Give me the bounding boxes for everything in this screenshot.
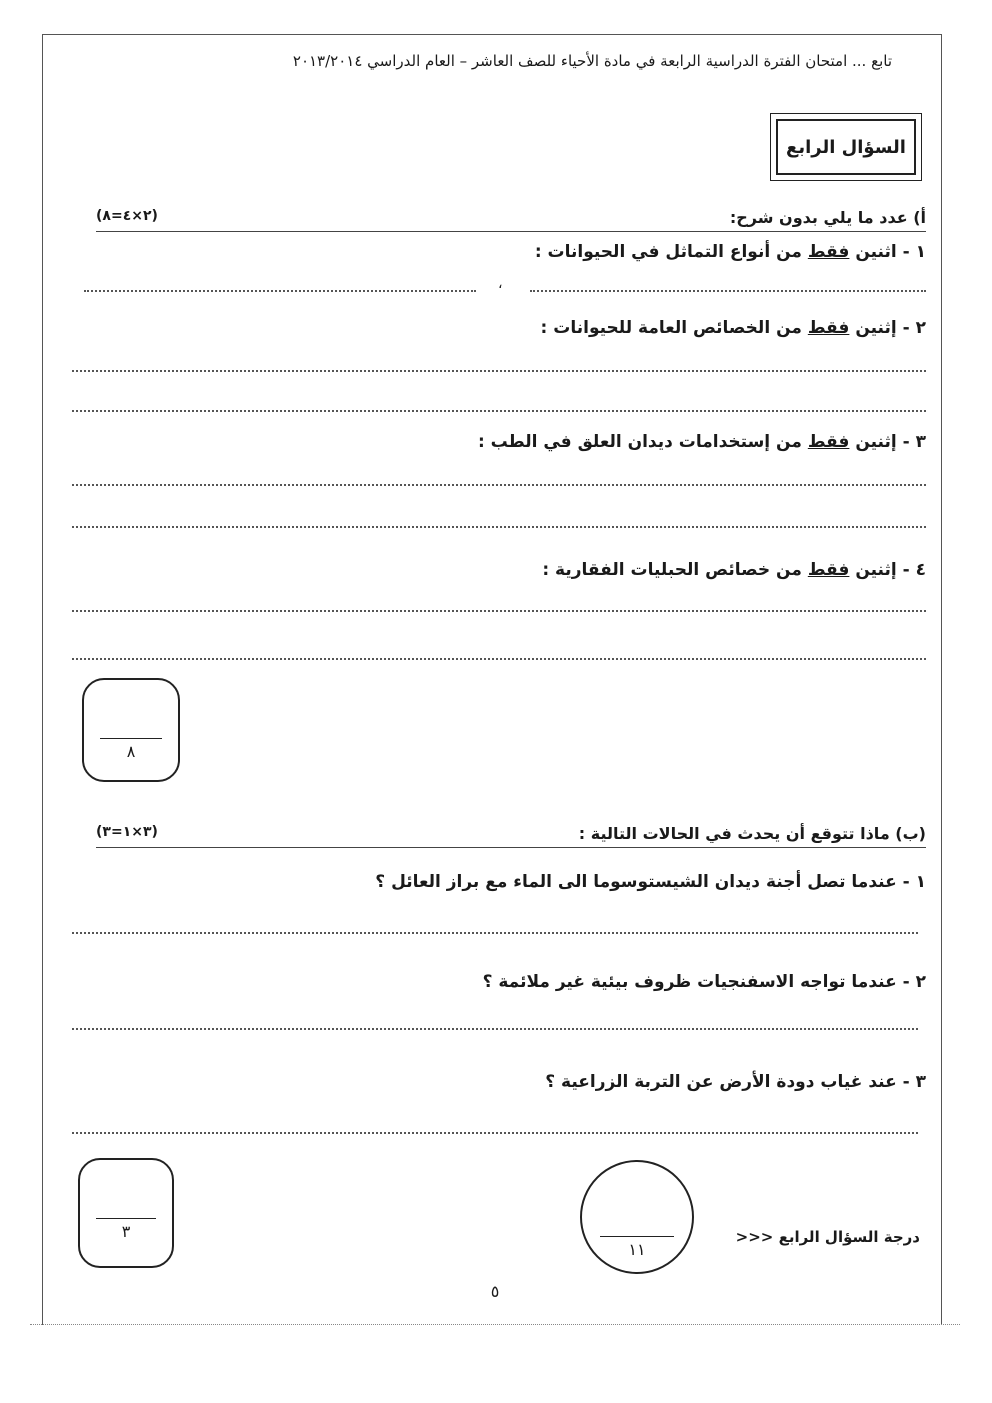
total-score: ١١	[628, 1240, 646, 1259]
section-b-question-2	[96, 972, 926, 992]
question-title: السؤال الرابع	[776, 119, 916, 175]
question-pre: إثنين	[855, 432, 897, 452]
section-a-question-1	[96, 242, 926, 262]
section-b-label: (ب) ماذا تتوقع أن يحدث في الحالات التالية :	[578, 824, 926, 843]
question-number: ٣ -	[902, 1072, 926, 1092]
question-pre: اثنين	[855, 242, 897, 262]
exam-header: تابع ... امتحان الفترة الدراسية الرابعة في مادة الأحياء للصف العاشر – العام الدراسي ٢٠١٣/٢٠١٤	[292, 52, 892, 70]
question-key: فقط	[807, 432, 850, 452]
question-number: ١ -	[902, 242, 926, 262]
total-score-circle	[580, 1160, 694, 1274]
answer-line[interactable]	[72, 932, 918, 934]
section-b-rule	[96, 847, 926, 848]
answer-line[interactable]	[72, 526, 926, 528]
section-b-marks: (٣×١=٣)	[96, 824, 158, 840]
answer-separator: ،	[498, 276, 503, 292]
question-post: من إستخدامات ديدان العلق في الطب :	[477, 432, 802, 452]
section-a-rule	[96, 231, 926, 232]
question-text: عندما تصل أجنة ديدان الشيستوسوما الى الماء مع براز العائل ؟	[375, 872, 897, 892]
question-pre: إثنين	[855, 318, 897, 338]
section-b-question-3	[96, 1072, 926, 1092]
question-post: من الخصائص العامة للحيوانات :	[540, 318, 802, 338]
answer-line[interactable]	[72, 370, 926, 372]
question-number: ٤ -	[902, 560, 926, 580]
question-text: عند غياب دودة الأرض عن التربة الزراعية ؟	[545, 1072, 897, 1092]
answer-line[interactable]	[72, 410, 926, 412]
score-line	[96, 1218, 156, 1219]
question-number: ٣ -	[902, 432, 926, 452]
question-number: ١ -	[902, 872, 926, 892]
section-a-score: ٨	[126, 742, 136, 761]
answer-line[interactable]	[72, 484, 926, 486]
section-a-marks: (٢×٤=٨)	[96, 208, 158, 224]
section-a-question-4	[96, 560, 926, 580]
answer-line[interactable]	[72, 1132, 918, 1134]
score-line	[100, 738, 162, 739]
question-number: ٢ -	[902, 318, 926, 338]
answer-line[interactable]	[72, 1028, 918, 1030]
question-key: فقط	[807, 318, 850, 338]
question-text: عندما تواجه الاسفنجيات ظروف بيئية غير ملائمة ؟	[482, 972, 897, 992]
question-title-box	[770, 113, 922, 181]
question-number: ٢ -	[902, 972, 926, 992]
total-score-label: درجة السؤال الرابع <<<	[735, 1228, 920, 1246]
page-number: ٥	[490, 1282, 500, 1301]
question-post: من أنواع التماثل في الحيوانات :	[534, 242, 802, 262]
question-key: فقط	[807, 560, 850, 580]
question-pre: إثنين	[855, 560, 897, 580]
section-b-header	[96, 824, 926, 848]
section-b-score-box	[78, 1158, 174, 1268]
question-post: من خصائص الحبليات الفقارية :	[542, 560, 802, 580]
question-key: فقط	[807, 242, 850, 262]
section-b-score: ٣	[121, 1222, 131, 1241]
answer-line[interactable]	[84, 290, 476, 292]
bottom-rule	[30, 1324, 960, 1325]
section-a-label: أ) عدد ما يلي بدون شرح:	[729, 208, 926, 227]
answer-line[interactable]	[72, 658, 926, 660]
answer-line[interactable]	[72, 610, 926, 612]
score-line	[600, 1236, 674, 1237]
answer-line[interactable]	[530, 290, 926, 292]
section-a-question-3	[96, 432, 926, 452]
section-b-question-1	[96, 872, 926, 892]
section-a-header	[96, 208, 926, 232]
section-a-score-box	[82, 678, 180, 782]
section-a-question-2	[96, 318, 926, 338]
